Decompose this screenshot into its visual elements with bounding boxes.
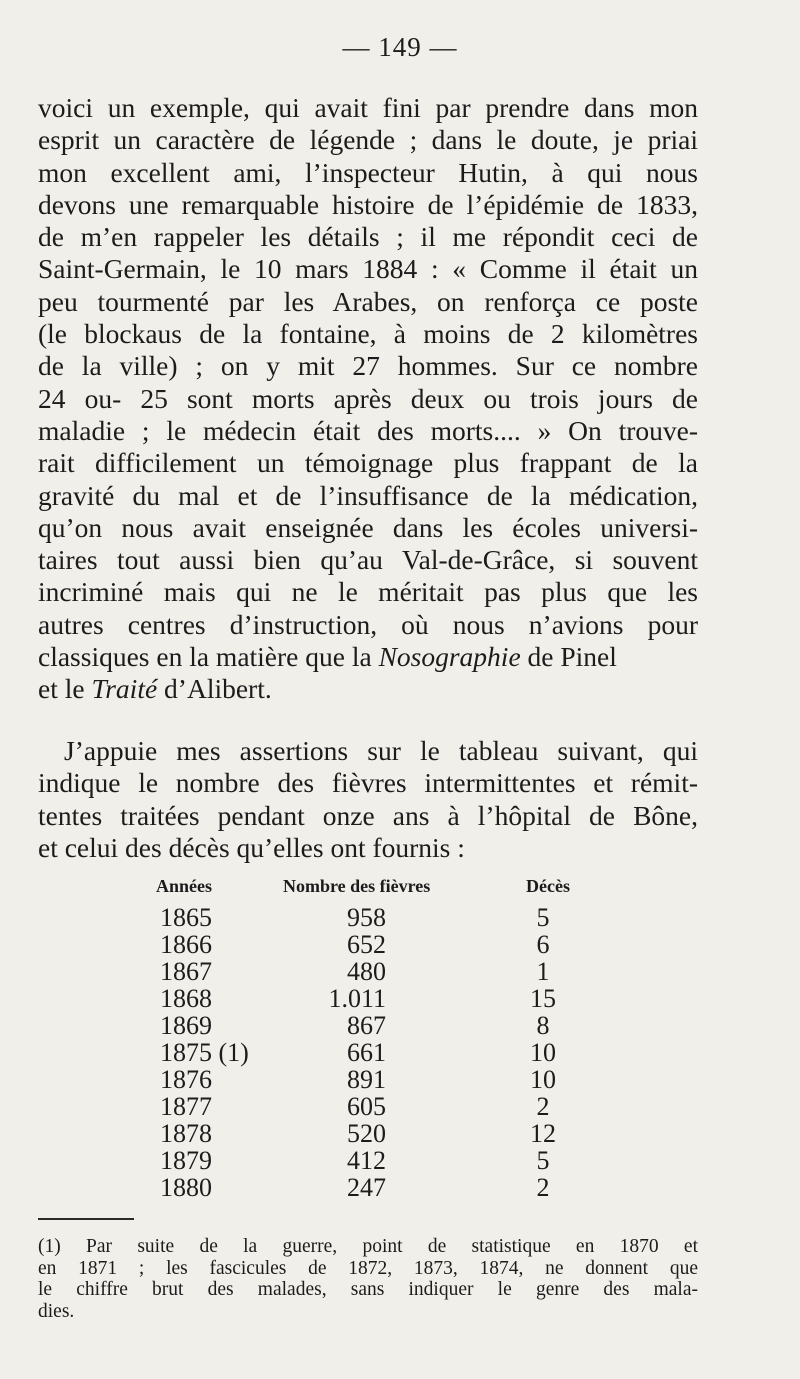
text-line: rait difficilement un témoignage plus frappant de la xyxy=(38,447,698,479)
text-line: peu tourmenté par les Arabes, on renforça ce poste xyxy=(38,285,698,317)
text-line: le chiffre brut des malades, sans indiquer le genre des mala- xyxy=(38,1279,698,1300)
table-header xyxy=(0,876,800,904)
table-row xyxy=(0,985,800,1012)
text-line: esprit un caractère de légende ; dans le doute, je priai xyxy=(38,124,698,156)
deaths-cell: 15 xyxy=(530,984,556,1013)
italic-title-nosographie: Nosographie xyxy=(378,641,521,673)
fevers-cell: 891 xyxy=(347,1065,386,1094)
table-row xyxy=(0,931,800,958)
year-cell: 1877 xyxy=(160,1092,212,1121)
deaths-cell: 2 xyxy=(536,1092,550,1121)
text-line: (le blockaus de la fontaine, à moins de 2 kilomètres xyxy=(38,318,698,350)
footnote xyxy=(38,1236,698,1322)
text-line: et celui des décès qu’elles ont fournis : xyxy=(38,831,465,863)
text-line: voici un exemple, qui avait fini par prendre dans mon xyxy=(38,92,698,123)
text-line: de la ville) ; on y mit 27 hommes. Sur ce nombre xyxy=(38,350,698,382)
header-years: Années xyxy=(156,876,213,896)
year-cell: 1868 xyxy=(160,984,212,1013)
fevers-cell: 661 xyxy=(347,1038,386,1067)
text-line: maladie ; le médecin était des morts.... » On trouve- xyxy=(38,414,698,446)
footnote-rule xyxy=(38,1218,134,1220)
text-segment: classiques en la matière que la xyxy=(38,641,379,673)
table-row xyxy=(0,1039,800,1066)
fevers-cell: 867 xyxy=(347,1011,386,1040)
text-line: en 1871 ; les fascicules de 1872, 1873, 1874, ne donnent que xyxy=(38,1257,698,1279)
year-cell: 1880 xyxy=(160,1173,212,1202)
paragraph-1 xyxy=(38,92,698,706)
text-line: incriminé mais qui ne le méritait pas plus que les xyxy=(38,576,698,608)
text-line: taires tout aussi bien qu’au Val-de-Grâce, si souvent xyxy=(38,544,698,576)
year-cell: 1867 xyxy=(160,957,212,986)
table-row xyxy=(0,1147,800,1174)
fevers-cell: 480 xyxy=(347,957,386,986)
year-cell: 1876 xyxy=(160,1065,212,1094)
text-line xyxy=(38,673,698,705)
text-line: tentes traitées pendant onze ans à l’hôpital de Bône, xyxy=(38,799,698,831)
year-cell: 1865 xyxy=(160,903,212,932)
header-deaths: Décès xyxy=(526,876,570,896)
text-line: qu’on nous avait enseignée dans les écoles universi- xyxy=(38,511,698,543)
page-number: — 149 — xyxy=(342,32,458,62)
table-row xyxy=(0,1093,800,1120)
fevers-cell: 1.011 xyxy=(328,984,386,1013)
year-cell: 1866 xyxy=(160,930,212,959)
fevers-cell: 412 xyxy=(347,1146,386,1175)
text-line: de m’en rappeler les détails ; il me répondit ceci de xyxy=(38,221,698,253)
table-row xyxy=(0,1174,800,1201)
deaths-cell: 8 xyxy=(536,1011,550,1040)
text-line: indique le nombre des fièvres intermittentes et rémit- xyxy=(38,767,698,799)
fevers-cell: 605 xyxy=(347,1092,386,1121)
deaths-cell: 2 xyxy=(536,1173,550,1202)
text-line: dies. xyxy=(38,1300,75,1322)
table-row xyxy=(0,1012,800,1039)
table-row xyxy=(0,1066,800,1093)
deaths-cell: 10 xyxy=(530,1065,556,1094)
text-line: autres centres d’instruction, où nous n’avions pour xyxy=(38,608,698,640)
deaths-cell: 10 xyxy=(530,1038,556,1067)
text-line: (1) Par suite de la guerre, point de statistique en 1870 et xyxy=(38,1236,698,1257)
fevers-cell: 520 xyxy=(347,1119,386,1148)
deaths-cell: 6 xyxy=(536,930,550,959)
deaths-cell: 5 xyxy=(536,903,550,932)
table-row xyxy=(0,958,800,985)
fevers-cell: 958 xyxy=(347,903,386,932)
year-cell: 1869 xyxy=(160,1011,212,1040)
year-cell: 1878 xyxy=(160,1119,212,1148)
text-line: gravité du mal et de l’insuffisance de la médication, xyxy=(38,479,698,511)
year-cell: 1879 xyxy=(160,1146,212,1175)
text-line: J’appuie mes assertions sur le tableau suivant, qui xyxy=(64,735,698,766)
text-segment: de Pinel xyxy=(520,641,617,673)
fevers-cell: 652 xyxy=(347,930,386,959)
italic-title-traite: Traité xyxy=(91,673,158,705)
text-line: devons une remarquable histoire de l’épidémie de 1833, xyxy=(38,188,698,220)
table-row xyxy=(0,1120,800,1147)
text-segment: et le xyxy=(38,673,92,705)
table-row xyxy=(0,904,800,931)
text-line xyxy=(38,641,698,673)
text-line: Saint-Germain, le 10 mars 1884 : « Comme il était un xyxy=(38,253,698,285)
deaths-cell: 12 xyxy=(530,1119,556,1148)
deaths-cell: 5 xyxy=(536,1146,550,1175)
fevers-cell: 247 xyxy=(347,1173,386,1202)
paragraph-2 xyxy=(38,735,698,864)
year-cell: 1875 (1) xyxy=(160,1038,249,1067)
text-line: mon excellent ami, l’inspecteur Hutin, à qui nous xyxy=(38,156,698,188)
header-fevers: Nombre des fièvres xyxy=(283,876,431,896)
text-line: 24 ou- 25 sont morts après deux ou trois jours de xyxy=(38,382,698,414)
deaths-cell: 1 xyxy=(536,957,550,986)
text-segment: d’Alibert. xyxy=(157,673,272,705)
